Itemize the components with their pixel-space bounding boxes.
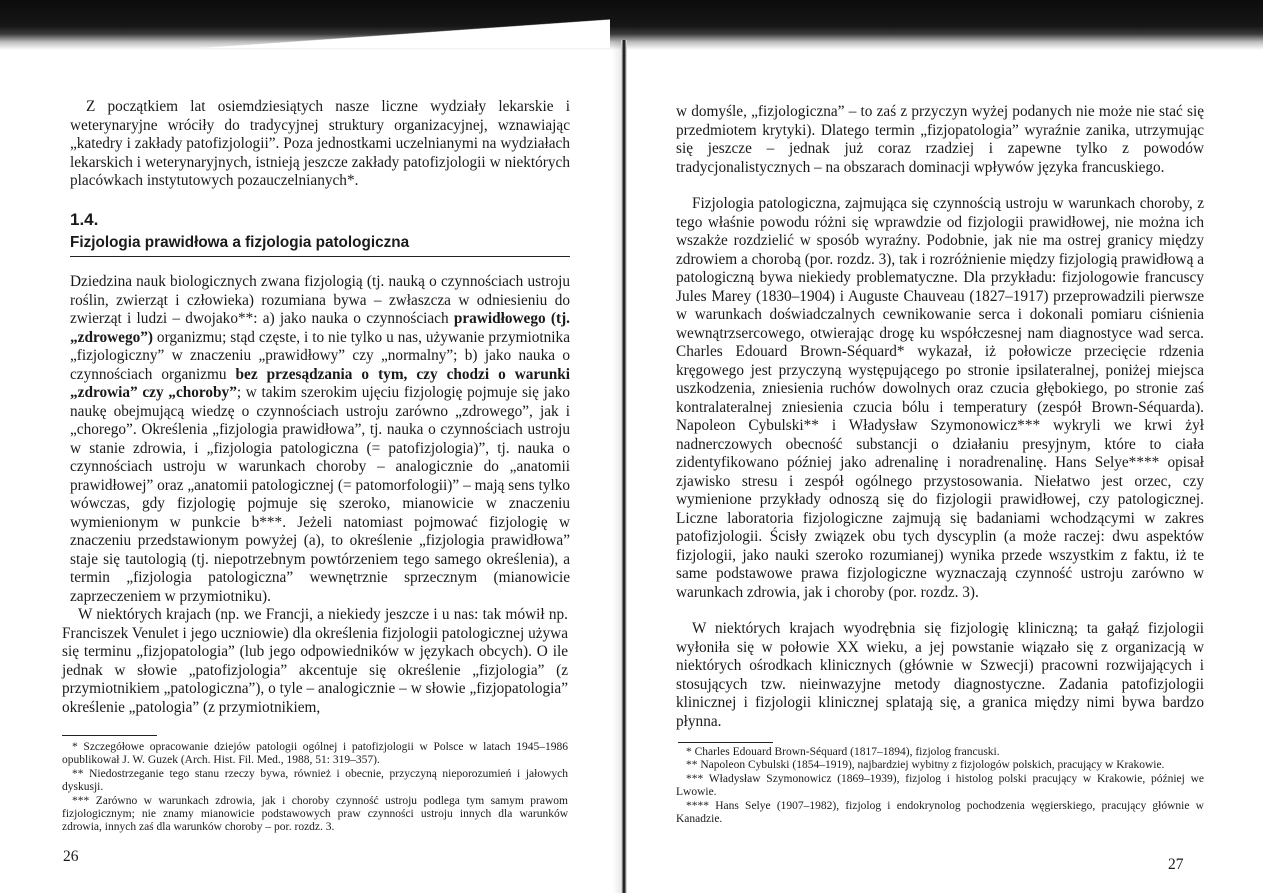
footnotes-left — [62, 741, 568, 835]
body-text-run: Dziedzina nauk biologicznych zwana fizjologią (tj. nauką o czynnościach ustroju roślin, zwierząt i człowieka) rozumiana bywa – zwłaszcza w odniesieniu do zwierząt i ludzi – dwojako**: a) jako nauka o czynnościach — [70, 273, 570, 327]
footnotes-right — [676, 746, 1204, 826]
body-paragraph-2: W niektórych krajach (np. we Francji, a niekiedy jeszcze i u nas: tak mówił np. Franciszek Venulet i jego uczniowie) dla określenia fizjologii patologicznej używa się terminu „fizjopatologia” (lub jego odpowiedników w językach obcych). O ile jednak w słowie „patofizjologia” akcentuje się określenie „fizjologia” (z przymiotnikiem „patologiczna”), o tyle – analogicznie – w słowie „fizjopatologia” określenie „patologia” (z przymiotnikiem, — [62, 606, 568, 716]
page-number: 27 — [1168, 856, 1184, 873]
section-number: 1.4. — [70, 210, 99, 229]
footnote: ** Niedostrzeganie tego stanu rzeczy bywa, również i obecnie, przyczyną nieporozumień i jałowych dyskusji. — [62, 767, 568, 794]
body-paragraph-1: w domyśle, „fizjologiczna” – to zaś z przyczyn wyżej podanych nie może nie stać się przedmiotem krytyki). Dlatego termin „fizjopatologia” wyraźnie zanika, utrzymując się jeszcze – jednak już coraz rzadziej i zapewne tylko z powodów tradycjonalistycznych – na obszarach dominacji wpływów języka francuskiego. — [676, 103, 1204, 176]
intro-paragraph: Z początkiem lat osiemdziesiątych nasze liczne wydziały lekarskie i weterynaryjne wróciły do tradycyjnej struktury organizacyjnej, wznawiając „katedry i zakłady patofizjologii”. Poza jednostkami uczelnianymi na wydziałach lekarskich i weterynaryjnych, istnieją jeszcze zakłady patofizjologii w niektórych placówkach instytutowych pozauczelnianych*. — [70, 98, 570, 189]
section-title-underline — [70, 256, 570, 257]
footnote: * Charles Edouard Brown-Séquard (1817–1894), fizjolog francuski. — [686, 746, 1000, 758]
body-text-run: ; w takim szerokim ujęciu fizjologię pojmuje się jako naukę obejmującą wiedzę o czynnościach ustroju zarówno „zdrowego”, jak i „chorego”. Określenia „fizjologia prawidłowa”, tj. nauka o czynnościach ustroju w stanie zdrowia, i „fizjologia patologiczna (= patofizjologia)”, tj. nauka o czynnościach ustroju w warunkach choroby – analogicznie do „anatomii prawidłowej” oraz „anatomii patologicznej (= patomorfologii)” – mają sens tylko wówczas, gdy fizjologię pojmuje się szeroko, mianowicie w znaczeniu wymienionym w punkcie b***. Jeżeli natomiast pojmować fizjologię w znaczeniu przedstawionym powyżej (a), to określenie „fizjologia prawidłowa” staje się tautologią (tj. niepotrzebnym powtórzeniem tego samego określenia), a termin „fizjologia patologiczna” wewnętrznie sprzecznym (mianowicie zaprzeczeniem w przymiotniku). — [70, 384, 570, 605]
scan-dark-top-edge — [0, 0, 1263, 50]
page-number: 26 — [63, 848, 79, 865]
bold-text-run: bez przesądzania o tym, czy chodzi o warunki „zdrowia” czy „choroby” — [70, 365, 570, 401]
footnote-separator — [62, 735, 157, 736]
section-title: Fizjologia prawidłowa a fizjologia patologiczna — [70, 234, 410, 251]
book-gutter — [621, 40, 627, 893]
bold-text-run: prawidłowego (tj. „zdrowego”) — [70, 310, 570, 346]
footnote-separator — [678, 742, 773, 743]
footnote: *** Zarówno w warunkach zdrowia, jak i choroby czynność ustroju podlega tym samym prawom fizjologicznym; nie znamy mianowicie podstawowych praw czynności ustroju innych dla warunków zdrowia, innych zaś dla warunków choroby – por. rozdz. 3. — [62, 794, 568, 834]
footnote: *** Władysław Szymonowicz (1869–1939), fizjolog i histolog polski pracujący w Krakowie, później we Lwowie. — [676, 772, 1204, 799]
footnote: * Szczegółowe opracowanie dziejów patologii ogólnej i patofizjologii w Polsce w latach 1945–1986 opublikował J. W. Guzek (Arch. Hist. Fil. Med., 1988, 51: 319–357). — [62, 741, 568, 767]
body-paragraph-1 — [70, 273, 570, 606]
footnote: **** Hans Selye (1907–1982), fizjolog i endokrynolog pochodzenia węgierskiego, pracujący głównie w Kanadzie. — [676, 799, 1204, 826]
footnote: ** Napoleon Cybulski (1854–1919), najbardziej wybitny z fizjologów polskich, pracujący w Krakowie. — [686, 759, 1165, 772]
body-text-run: organizmu; stąd częste, i to nie tylko u nas, używanie przymiotnika „fizjologiczny” w znaczeniu „prawidłowy” czy „normalny”; b) jako nauka o czynnościach organizmu — [70, 328, 570, 383]
body-paragraph-3: W niektórych krajach wyodrębnia się fizjologię kliniczną; ta gałąź fizjologii wyłoniła się w połowie XX wieku, a jej powstanie wiązało się z organizacją w niektórych ośrodkach klinicznych (głównie w Szwecji) pracowni rozwijających i stosujących tzw. nieinwazyjne metody diagnostyczne. Zadania patofizjologii klinicznej i fizjologii klinicznej splatają się, a granica między nimi bywa bardzo płynna. — [676, 620, 1204, 730]
body-paragraph-2: Fizjologia patologiczna, zajmująca się czynnością ustroju w warunkach choroby, z tego właśnie powodu różni się wprawdzie od fizjologii prawidłowej, nie można ich wszakże rozdzielić w sposób wyraźny. Podobnie, jak nie ma ostrej granicy między zdrowiem a chorobą (por. rozdz. 3), tak i rozróżnienie między fizjologią prawidłową a patologiczną bywa niekiedy problematyczne. Dla przykładu: fizjologowie francuscy Jules Marey (1830–1904) i Auguste Chauveau (1827–1917) przeprowadzili pierwsze w warunkach doświadczalnych cewnikowanie serca i dokonali pomiaru ciśnienia wewnątrzsercowego, otwierając drogę ku współczesnej nam diagnostyce wad serca. Charles Edouard Brown-Séquard* wykazał, iż połowicze przecięcie rdzenia kręgowego jest przyczyną występującego po stronie ipsilateralnej, poniżej miejsca uszkodzenia, zniesienia ruchów dowolnych oraz czucia głębokiego, po stronie zaś kontralateralnej zniesienia czucia bólu i temperatury (zespół Brown-Séquarda). Napoleon Cybulski** i Władysław Szymonowicz*** wykryli we krwi żył nadnerczowych obecność substancji o działaniu presyjnym, które to ciała zidentyfikowano później jako adrenalinę i noradrenalinę. Hans Selye**** opisał zjawisko stresu i zespół ogólnego przystosowania. Niełatwo jest orzec, czy wymienione przykłady odnoszą się do fizjologii prawidłowej, czy patologicznej. Liczne laboratoria fizjologiczne zajmują się badaniami wchodzącymi w zakres patofizjologii. Ścisły związek obu tych dyscyplin (a może raczej: dwu aspektów fizjologii, jako nauki szeroko rozumianej) wynika przede wszystkim z faktu, iż te same podstawowe prawa fizjologiczne wyznaczają czynność ustroju zarówno w warunkach zdrowia, jak i choroby (por. rozdz. 3). — [676, 195, 1204, 601]
